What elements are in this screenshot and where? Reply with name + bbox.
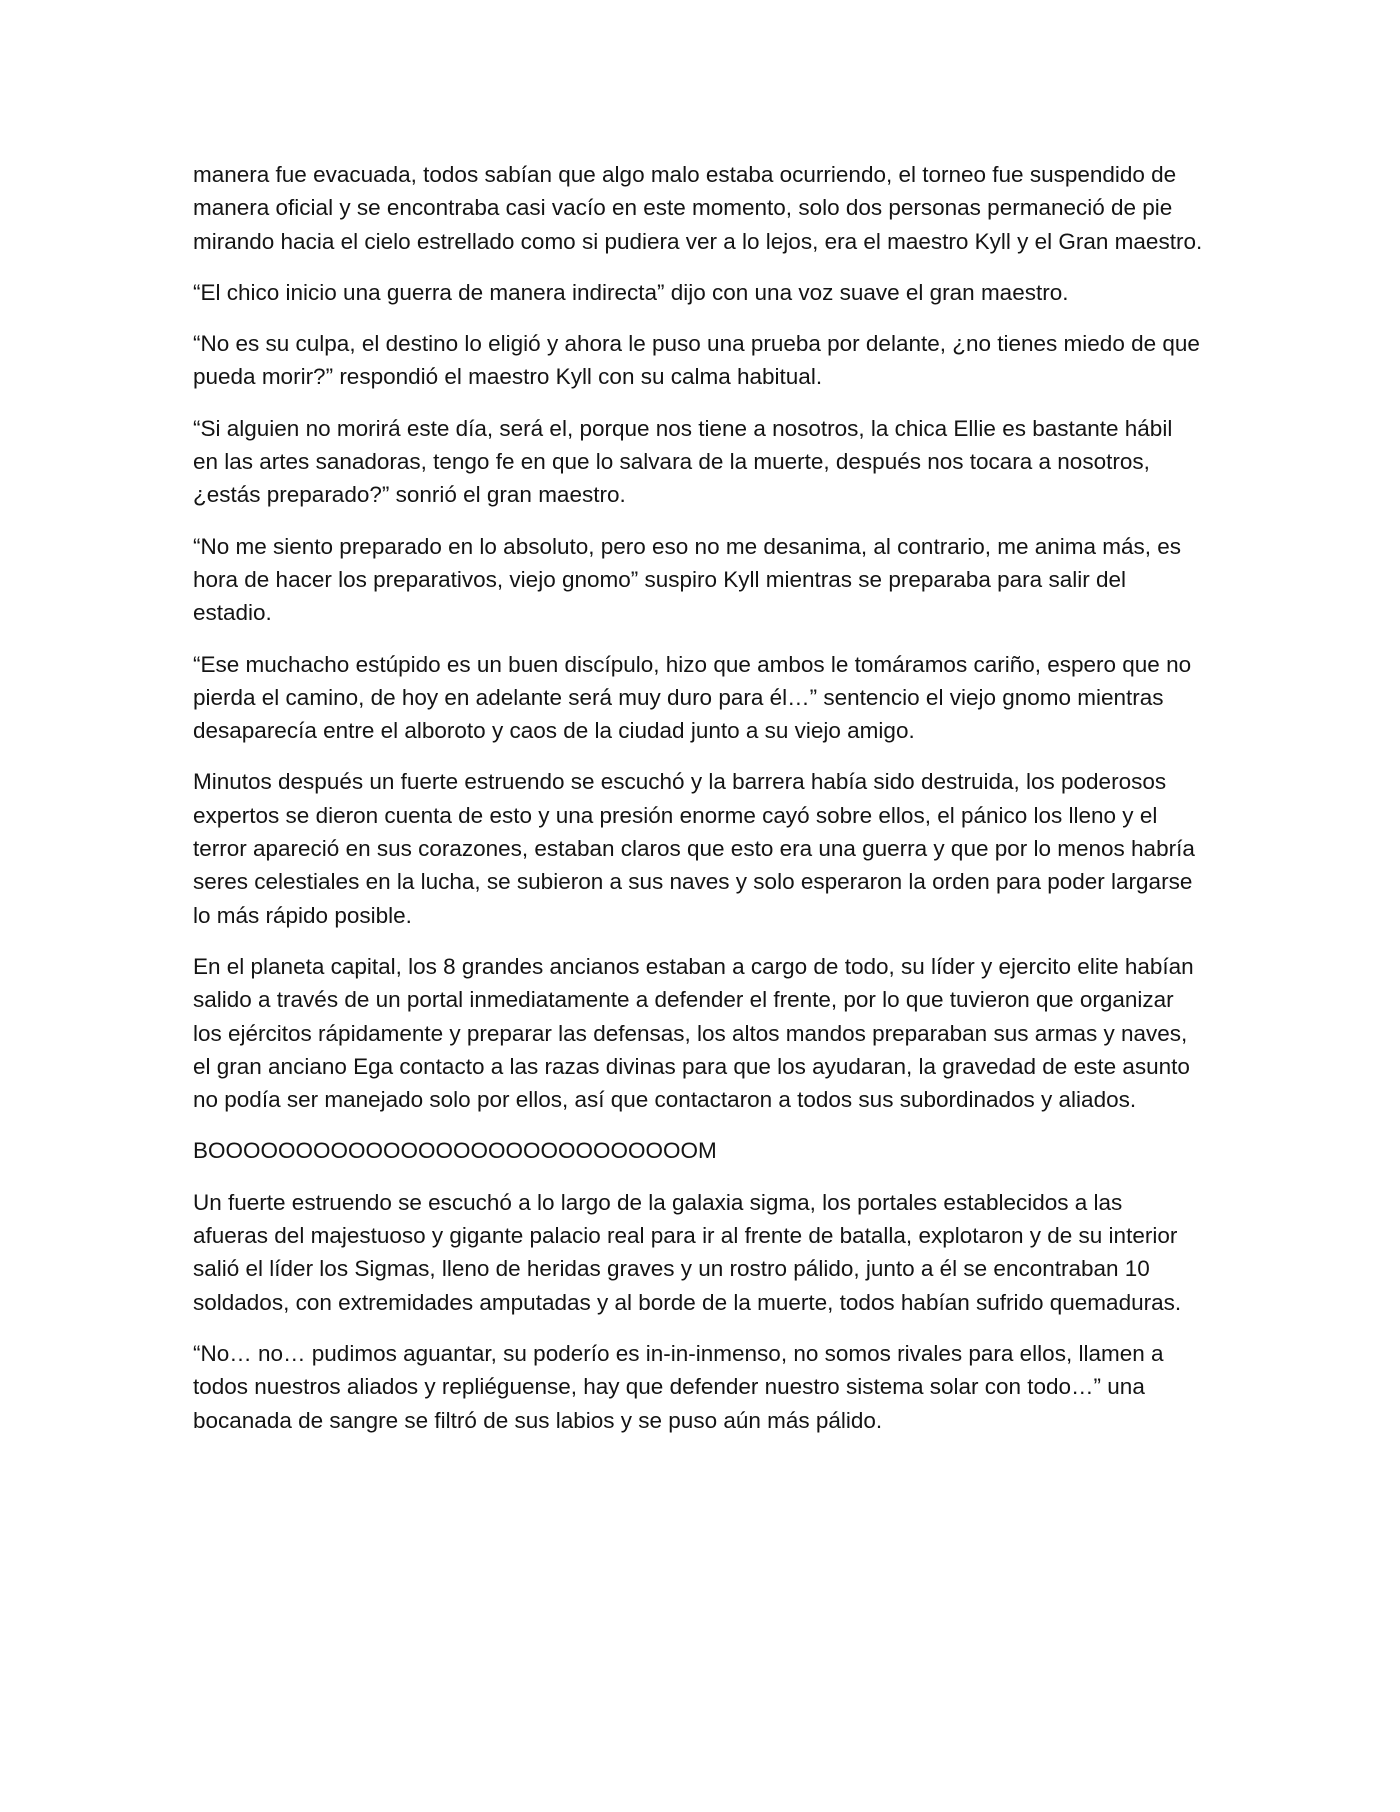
paragraph: “No… no… pudimos aguantar, su poderío es in-in-inmenso, no somos rivales para ellos, llamen a todos nuestros aliados y repliéguense, hay que defender nuestro sistema solar con todo…” una bocanada de sangre se filtró de sus labios y se puso aún más pálido. xyxy=(193,1340,1164,1433)
paragraph: manera fue evacuada, todos sabían que algo malo estaba ocurriendo, el torneo fue suspendido de manera oficial y se encontraba casi vacío en este momento, solo dos personas permaneció de pie mirando hacia el cielo estrellado como si pudiera ver a lo lejos, era el maestro Kyll y el Gran maestro. xyxy=(193,162,1203,254)
paragraph: “No es su culpa, el destino lo eligió y ahora le puso una prueba por delante, ¿no tienes miedo de que pueda morir?” respondió el maestro Kyll con su calma habitual. xyxy=(193,331,1200,390)
paragraph: “No me siento preparado en lo absoluto, pero eso no me desanima, al contrario, me anima más, es hora de hacer los preparativos, viejo gnomo” suspiro Kyll mientras se preparaba para salir del estadio. xyxy=(193,533,1182,626)
paragraph: Minutos después un fuerte estruendo se escuchó y la barrera había sido destruida, los poderosos expertos se dieron cuenta de esto y una presión enorme cayó sobre ellos, el pánico los lleno y el terror apareció en sus corazones, estaban claros que esto era una guerra y que por lo menos habría seres celestiales en la lucha, se subieron a sus naves y solo esperaron la orden para poder largarse lo más rápido posible. xyxy=(193,769,1195,928)
paragraph: “Si alguien no morirá este día, será el, porque nos tiene a nosotros, la chica Ellie es bastante hábil en las artes sanadoras, tengo fe en que lo salvara de la muerte, después nos tocara a nosotros, ¿estás preparado?” sonrió el gran maestro. xyxy=(193,415,1173,508)
paragraph: En el planeta capital, los 8 grandes ancianos estaban a cargo de todo, su líder y ejercito elite habían salido a través de un portal inmediatamente a defender el frente, por lo que tuvieron que organizar los ejércitos rápidamente y preparar las defensas, los altos mandos preparaban sus armas y naves, el gran anciano Ega contacto a las razas divinas para que los ayudaran, la gravedad de este asunto no podía ser manejado solo por ellos, así que contactaron a todos sus subordinados y aliados. xyxy=(193,953,1194,1113)
paragraph: “Ese muchacho estúpido es un buen discípulo, hizo que ambos le tomáramos cariño, espero que no pierda el camino, de hoy en adelante será muy duro para él…” sentencio el viejo gnomo mientras desaparecía entre el alboroto y caos de la ciudad junto a su viejo amigo. xyxy=(193,651,1192,744)
paragraph: “El chico inicio una guerra de manera indirecta” dijo con una voz suave el gran maestro. xyxy=(193,279,1069,305)
paragraph: BOOOOOOOOOOOOOOOOOOOOOOOOOOOOM xyxy=(193,1138,717,1164)
document-body xyxy=(193,158,1203,1455)
paragraph: Un fuerte estruendo se escuchó a lo largo de la galaxia sigma, los portales establecidos a las afueras del majestuoso y gigante palacio real para ir al frente de batalla, explotaron y de su interior salió el líder los Sigmas, lleno de heridas graves y un rostro pálido, junto a él se encontraban 10 soldados, con extremidades amputadas y al borde de la muerte, todos habían sufrido quemaduras. xyxy=(193,1189,1182,1315)
